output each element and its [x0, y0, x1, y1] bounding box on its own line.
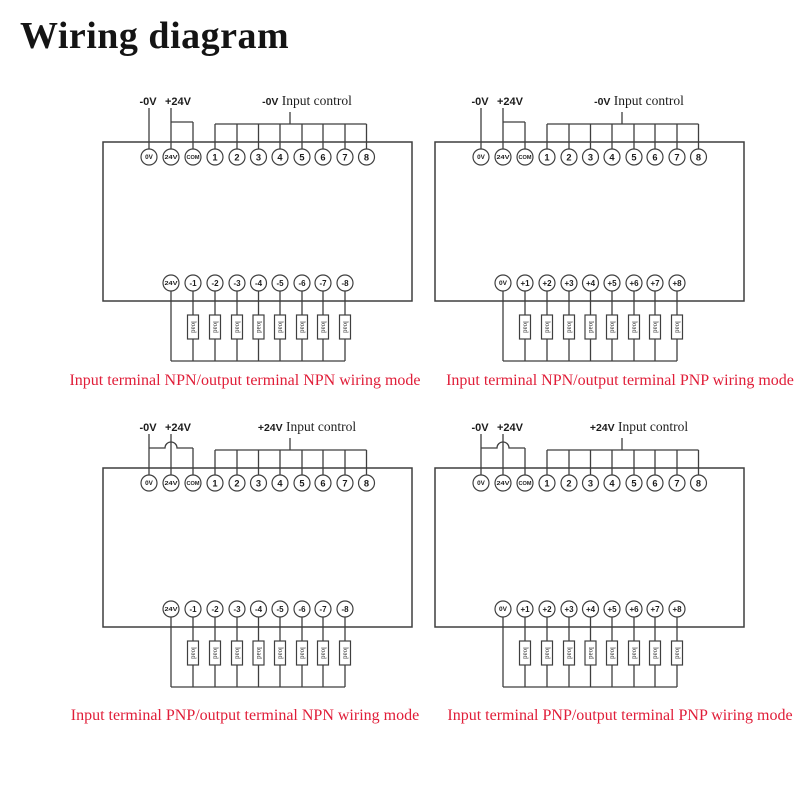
bottom-terminal-label: +4 [585, 278, 596, 288]
bottom-terminal-label: +7 [650, 278, 660, 288]
top-terminal-label: 0V [145, 480, 153, 488]
top-terminal-label: 8 [363, 478, 370, 489]
input-control-label: -0V Input control [594, 93, 684, 108]
top-terminal-label: 2 [566, 478, 572, 489]
load-label: load [298, 321, 306, 333]
bottom-terminal-label: -6 [298, 278, 306, 288]
top-terminal-label: 3 [255, 478, 262, 489]
top-terminal-label: COM [518, 155, 532, 162]
bottom-terminal-label: -4 [254, 604, 263, 614]
diagram-caption-npn-pnp: Input terminal NPN/output terminal PNP wiring mode [446, 372, 794, 389]
load-label: load [189, 321, 197, 333]
bottom-terminal-label: -5 [276, 278, 284, 288]
top-terminal-label: 2 [234, 152, 240, 163]
top-terminal-label: 3 [255, 152, 262, 163]
top-terminal-label: 5 [631, 478, 637, 489]
bottom-terminal-label: +5 [607, 604, 617, 614]
load-label: load [521, 321, 529, 333]
load-label: load [233, 647, 241, 659]
top-terminal-label: 3 [587, 478, 594, 489]
top-terminal-label: 4 [609, 478, 615, 489]
load-label: load [211, 647, 219, 659]
bottom-terminal-label: +2 [542, 278, 552, 288]
bottom-terminal-label: +1 [520, 604, 530, 614]
diagram-caption-pnp-npn: Input terminal PNP/output terminal NPN wiring mode [70, 707, 420, 724]
bottom-terminal-label: +7 [650, 604, 660, 614]
input-control-label: +24V Input control [257, 419, 357, 434]
power-label-24v: +24V [165, 422, 191, 434]
bottom-terminal-label: -6 [298, 604, 306, 614]
wiring-diagram-npn-npn [60, 88, 432, 390]
bottom-terminal-label: 24V [164, 281, 179, 288]
load-label: load [673, 321, 681, 333]
bottom-terminal-label: -8 [341, 278, 349, 288]
top-terminal-label: 6 [652, 478, 658, 489]
power-label-0v: -0V [139, 422, 157, 434]
bottom-terminal-label: -2 [211, 278, 219, 288]
bottom-terminal-label: -7 [319, 278, 327, 288]
load-label: load [673, 647, 681, 659]
top-terminal-label: 7 [342, 152, 348, 163]
load-label: load [543, 321, 551, 333]
bottom-terminal-label: +6 [629, 604, 639, 614]
top-terminal-label: 7 [674, 152, 680, 163]
bottom-terminal-label: +1 [520, 278, 530, 288]
top-terminal-label: 0V [477, 480, 485, 488]
load-label: load [651, 321, 659, 333]
wiring-diagram-npn-pnp [392, 88, 764, 390]
page-title: Wiring diagram [20, 15, 290, 57]
load-label: load [319, 321, 327, 333]
bottom-terminal-label: +5 [607, 278, 617, 288]
wiring-diagram-pnp-npn [60, 414, 432, 716]
bottom-terminal-label: -3 [233, 278, 241, 288]
top-terminal-label: 1 [544, 478, 550, 489]
wiring-diagram-pnp-pnp [392, 414, 764, 716]
top-terminal-label: 0V [145, 154, 153, 162]
top-terminal-label: 1 [212, 478, 218, 489]
top-terminal-label: 7 [342, 478, 348, 489]
top-terminal-label: COM [186, 481, 200, 488]
load-label: load [341, 647, 349, 659]
load-label: load [298, 647, 306, 659]
load-label: load [521, 647, 529, 659]
load-label: load [255, 321, 262, 333]
load-label: load [233, 321, 241, 333]
top-terminal-label: 1 [544, 152, 550, 163]
top-terminal-label: 4 [277, 478, 283, 489]
bottom-terminal-label: +4 [585, 604, 596, 614]
bottom-terminal-label: +3 [564, 604, 574, 614]
top-terminal-label: 1 [212, 152, 218, 163]
load-label: load [211, 321, 219, 333]
load-label: load [608, 647, 616, 659]
bottom-terminal-label: -2 [211, 604, 219, 614]
top-terminal-label: COM [186, 155, 200, 162]
bottom-terminal-label: -1 [189, 604, 197, 614]
bottom-terminal-label: -7 [319, 604, 327, 614]
diagram-caption-npn-npn: Input terminal NPN/output terminal NPN wiring mode [69, 372, 421, 389]
top-terminal-label: 8 [363, 152, 370, 163]
top-terminal-label: 24V [496, 481, 511, 488]
top-terminal-label: 24V [164, 155, 179, 162]
load-label: load [341, 321, 349, 333]
power-label-24v: +24V [497, 96, 523, 108]
bottom-terminal-label: +8 [672, 278, 682, 288]
load-label: load [276, 321, 284, 333]
input-control-label: -0V Input control [262, 93, 352, 108]
load-label: load [587, 647, 594, 659]
top-terminal-label: 7 [674, 478, 680, 489]
load-label: load [255, 647, 262, 659]
top-terminal-label: 4 [277, 152, 283, 163]
bottom-terminal-label: +8 [672, 604, 682, 614]
bottom-terminal-label: +2 [542, 604, 552, 614]
bottom-terminal-label: -5 [276, 604, 284, 614]
top-terminal-label: 8 [695, 478, 702, 489]
load-label: load [565, 321, 573, 333]
top-terminal-label: 5 [299, 478, 305, 489]
power-label-0v: -0V [471, 96, 489, 108]
power-label-0v: -0V [139, 96, 157, 108]
bottom-terminal-label: -1 [189, 278, 197, 288]
bottom-terminal-label: 24V [164, 607, 179, 614]
top-terminal-label: 2 [566, 152, 572, 163]
load-label: load [651, 647, 659, 659]
top-terminal-label: 24V [496, 155, 511, 162]
bottom-terminal-label: +3 [564, 278, 574, 288]
bottom-terminal-label: 0V [499, 280, 507, 288]
top-terminal-label: 8 [695, 152, 702, 163]
power-label-24v: +24V [497, 422, 523, 434]
bottom-terminal-label: +6 [629, 278, 639, 288]
load-label: load [319, 647, 327, 659]
load-label: load [630, 321, 638, 333]
load-label: load [565, 647, 573, 659]
top-terminal-label: 5 [299, 152, 305, 163]
top-terminal-label: 24V [164, 481, 179, 488]
bottom-terminal-label: 0V [499, 606, 507, 614]
top-terminal-label: 5 [631, 152, 637, 163]
top-terminal-label: 6 [320, 152, 326, 163]
power-label-24v: +24V [165, 96, 191, 108]
top-terminal-label: 6 [320, 478, 326, 489]
top-terminal-label: 6 [652, 152, 658, 163]
bottom-terminal-label: -8 [341, 604, 349, 614]
load-label: load [276, 647, 284, 659]
load-label: load [630, 647, 638, 659]
top-terminal-label: 4 [609, 152, 615, 163]
load-label: load [608, 321, 616, 333]
load-label: load [587, 321, 594, 333]
load-label: load [543, 647, 551, 659]
input-control-label: +24V Input control [589, 419, 689, 434]
bottom-terminal-label: -4 [254, 278, 263, 288]
top-terminal-label: 0V [477, 154, 485, 162]
top-terminal-label: 3 [587, 152, 594, 163]
power-label-0v: -0V [471, 422, 489, 434]
top-terminal-label: COM [518, 481, 532, 488]
bottom-terminal-label: -3 [233, 604, 241, 614]
diagram-caption-pnp-pnp: Input terminal PNP/output terminal PNP wiring mode [447, 707, 793, 724]
top-terminal-label: 2 [234, 478, 240, 489]
load-label: load [189, 647, 197, 659]
